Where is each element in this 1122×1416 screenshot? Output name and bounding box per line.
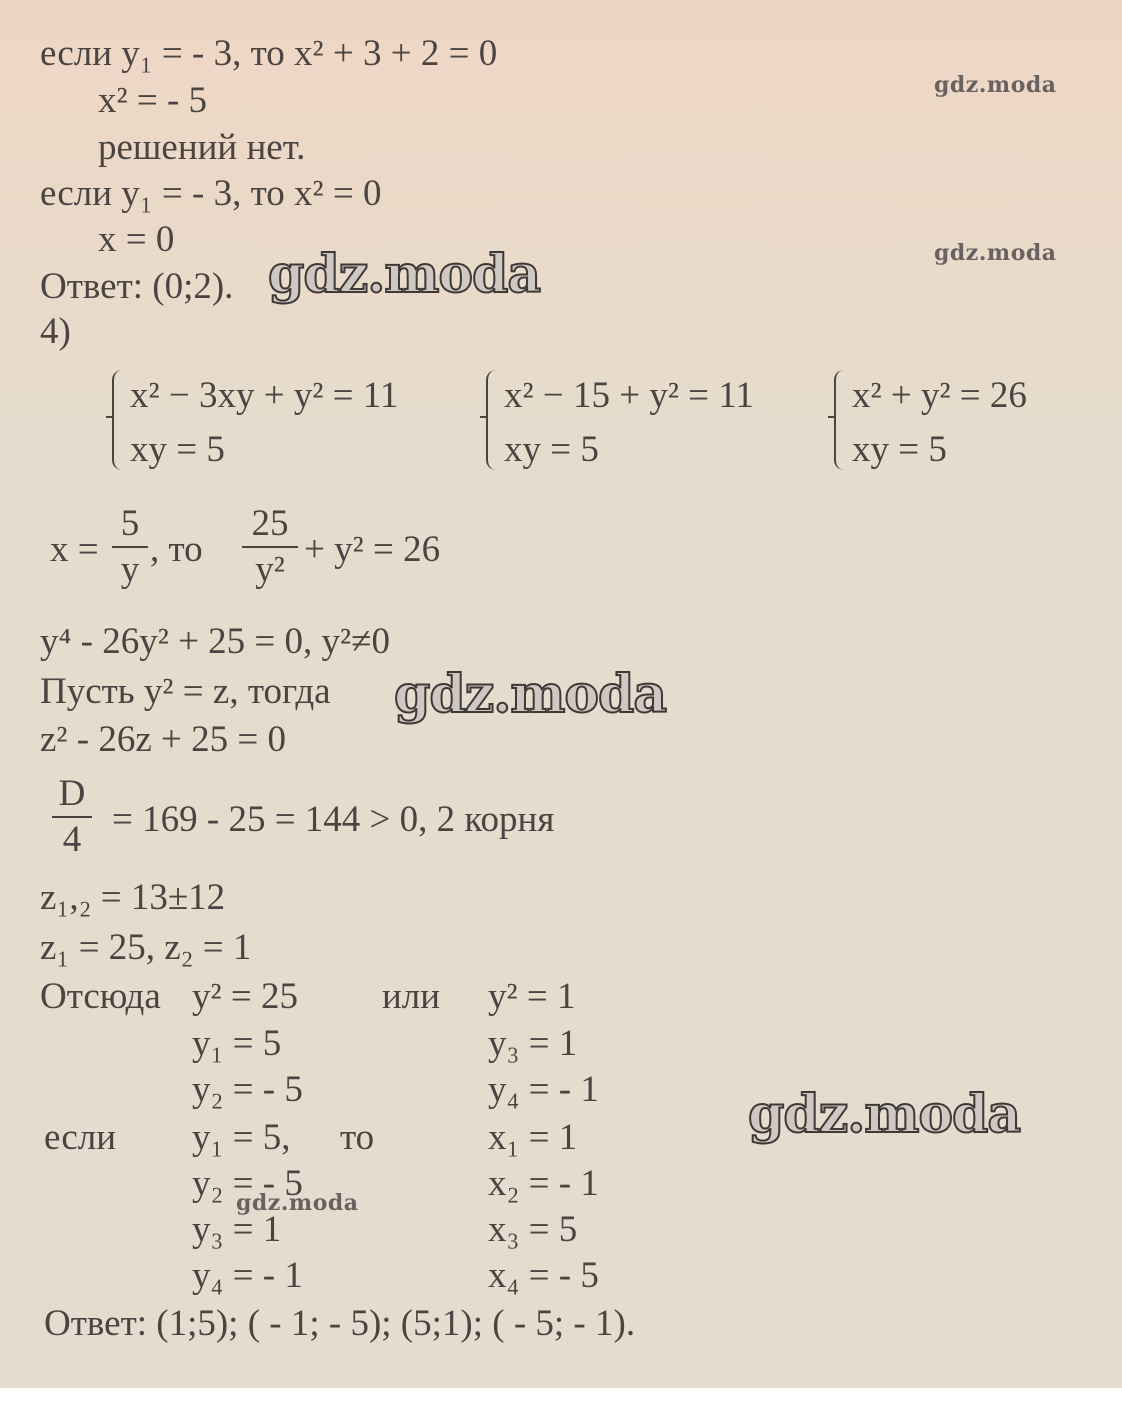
numerator: D xyxy=(58,773,86,814)
line-x2-neg5: x² = - 5 xyxy=(98,80,208,121)
root-y3: y₃ = 1 xyxy=(488,1023,578,1064)
root-y2: y₂ = - 5 xyxy=(192,1069,303,1110)
line-quartic: y⁴ - 26y² + 25 = 0, y²≠0 xyxy=(40,621,390,662)
label-hence: Отсюда xyxy=(40,976,161,1017)
result-x4: x₄ = - 5 xyxy=(488,1255,599,1296)
line-if-y1-first: если y₁ = - 3, то x² + 3 + 2 = 0 xyxy=(40,33,498,74)
system-1-eq-1: x² − 3xy + y² = 11 xyxy=(130,375,399,416)
result-x2: x₂ = - 1 xyxy=(488,1163,599,1204)
watermark-large: gdz.moda xyxy=(394,664,667,725)
denominator: y xyxy=(120,549,140,590)
line-z1-z2: z₁ = 25, z₂ = 1 xyxy=(40,927,252,968)
case-y2-25: y² = 25 xyxy=(192,976,298,1017)
fraction-d-over-4 xyxy=(52,774,92,860)
denominator: 4 xyxy=(62,819,82,860)
page-bottom-margin xyxy=(0,1388,1122,1416)
system-1-eq-2: xy = 5 xyxy=(130,429,225,470)
fraction-bar xyxy=(52,816,92,818)
subst-mid: , то xyxy=(150,529,203,570)
case-y4: y₄ = - 1 xyxy=(192,1255,303,1296)
subst-rhs: + y² = 26 xyxy=(304,529,441,570)
brace xyxy=(834,370,850,470)
result-x1: x₁ = 1 xyxy=(488,1117,578,1158)
result-x3: x₃ = 5 xyxy=(488,1209,578,1250)
brace xyxy=(112,370,128,470)
label-then: то xyxy=(340,1117,375,1158)
fraction-5-over-y xyxy=(112,504,148,590)
equation-system-3 xyxy=(834,370,1094,470)
label-if: если xyxy=(44,1117,117,1158)
watermark-large: gdz.moda xyxy=(268,244,541,305)
line-discriminant: = 169 - 25 = 144 > 0, 2 корня xyxy=(112,799,555,840)
case-y1: y₁ = 5, xyxy=(192,1117,291,1158)
answer-2: Ответ: (1;5); ( - 1; - 5); (5;1); ( - 5; - 1). xyxy=(44,1303,636,1344)
system-3-eq-2: xy = 5 xyxy=(852,429,947,470)
numerator: 25 xyxy=(251,503,289,544)
numerator: 5 xyxy=(120,503,140,544)
watermark-small: gdz.moda xyxy=(236,1190,359,1216)
system-2-eq-1: x² − 15 + y² = 11 xyxy=(504,375,754,416)
line-quadratic-z: z² - 26z + 25 = 0 xyxy=(40,719,286,760)
answer-1: Ответ: (0;2). xyxy=(40,266,234,307)
watermark-small: gdz.moda xyxy=(934,72,1057,98)
equation-system-2 xyxy=(486,370,806,470)
fraction-25-over-y2 xyxy=(242,504,298,590)
system-3-eq-1: x² + y² = 26 xyxy=(852,375,1027,416)
watermark-small: gdz.moda xyxy=(934,240,1057,266)
problem-number: 4) xyxy=(40,311,71,352)
root-y4: y₄ = - 1 xyxy=(488,1069,599,1110)
brace xyxy=(486,370,502,470)
denominator: y² xyxy=(255,549,285,590)
line-z12: z₁,₂ = 13±12 xyxy=(40,877,226,918)
line-let-y2-z: Пусть y² = z, тогда xyxy=(40,671,331,712)
line-no-solutions: решений нет. xyxy=(98,127,306,168)
case-y2-1: y² = 1 xyxy=(488,976,576,1017)
equation-system-1 xyxy=(112,370,452,470)
subst-lhs: x = xyxy=(50,529,99,570)
watermark-large: gdz.moda xyxy=(748,1084,1021,1145)
fraction-bar xyxy=(112,546,148,548)
line-if-y1-second: если y₁ = - 3, то x² = 0 xyxy=(40,173,382,214)
case-y2: y₂ = - 5 xyxy=(192,1163,303,1204)
fraction-bar xyxy=(242,546,298,548)
root-y1: y₁ = 5 xyxy=(192,1023,282,1064)
case-y3: y₃ = 1 xyxy=(192,1209,282,1250)
label-or: или xyxy=(382,976,441,1017)
system-2-eq-2: xy = 5 xyxy=(504,429,599,470)
line-x-zero: x = 0 xyxy=(98,219,175,260)
